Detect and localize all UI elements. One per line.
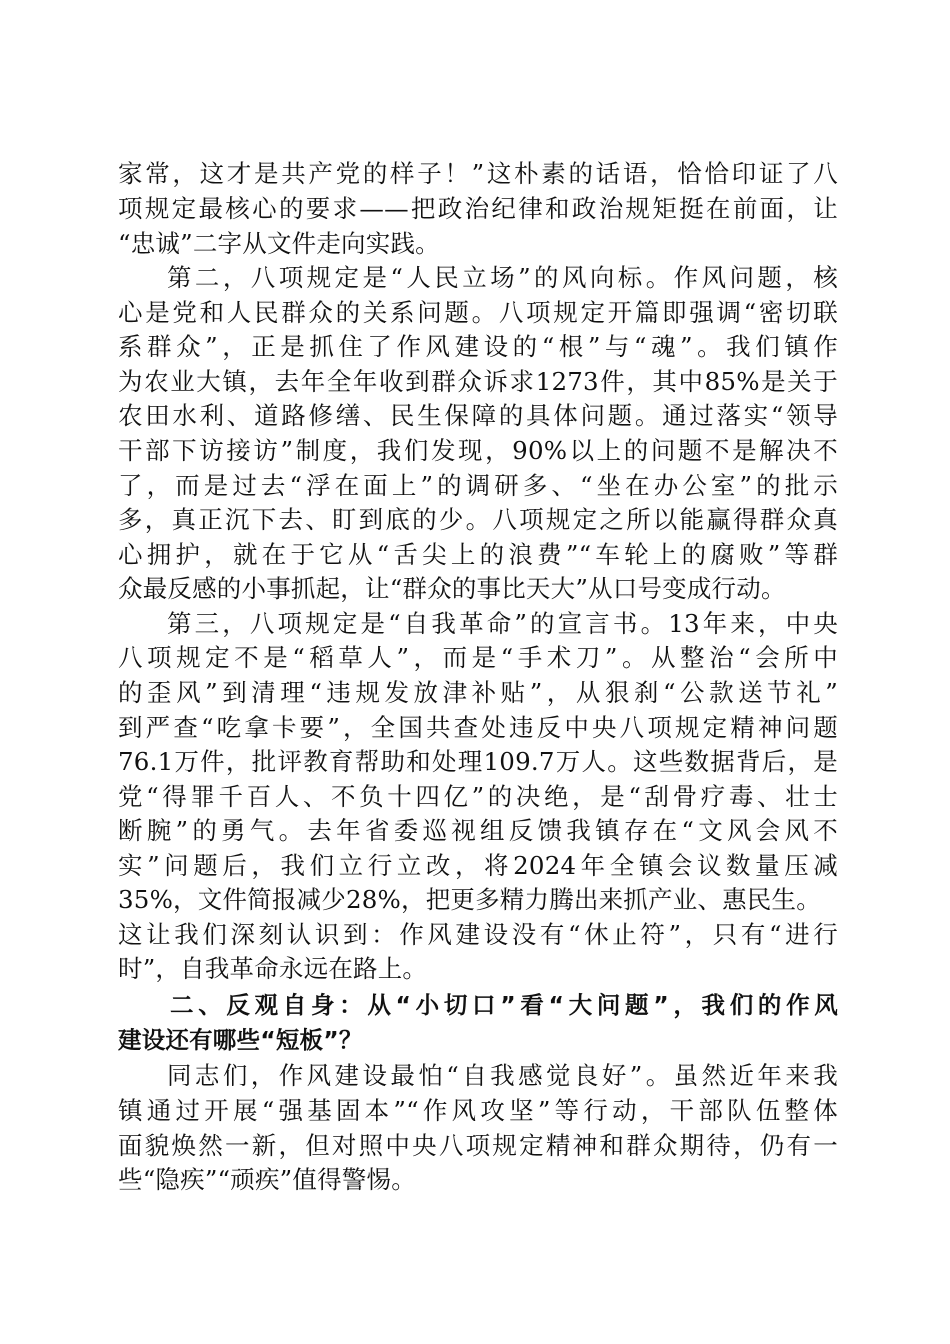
paragraph-line: 断腕”的勇气。去年省委巡视组反馈我镇存在“文风会风不	[118, 816, 838, 845]
paragraph-line: 同志们，作风建设最怕“自我感觉良好”。虽然近年来我	[167, 1061, 838, 1090]
paragraph-line: 些“隐疾”“顽疾”值得警惕。	[118, 1165, 416, 1194]
paragraph-line: 党“得罪千百人、不负十四亿”的决绝，是“刮骨疗毒、壮士	[118, 782, 838, 811]
paragraph-line: 心拥护，就在于它从“舌尖上的浪费”“车轮上的腐败”等群	[118, 540, 838, 569]
paragraph-line: 到严查“吃拿卡要”，全国共查处违反中央八项规定精神问题	[118, 713, 838, 742]
paragraph-line: 多，真正沉下去、盯到底的少。八项规定之所以能赢得群众真	[118, 505, 838, 534]
paragraph-line: 镇通过开展“强基固本”“作风攻坚”等行动，干部队伍整体	[118, 1096, 838, 1125]
paragraph-line: 76.1万件，批评教育帮助和处理109.7万人。这些数据背后，是	[118, 747, 838, 776]
paragraph-line: 面貌焕然一新，但对照中央八项规定精神和群众期待，仍有一	[118, 1131, 838, 1160]
paragraph-line: 35%，文件简报减少28%，把更多精力腾出来抓产业、惠民生。	[118, 885, 821, 914]
paragraph-line: 众最反感的小事抓起，让“群众的事比天大”从口号变成行动。	[118, 574, 786, 603]
paragraph-line: 第二，八项规定是“人民立场”的风向标。作风问题，核	[167, 263, 838, 292]
paragraph-line: “忠诚”二字从文件走向实践。	[118, 229, 440, 258]
paragraph-line: 农田水利、道路修缮、民生保障的具体问题。通过落实“领导	[118, 401, 838, 430]
paragraph-line: 第三，八项规定是“自我革命”的宣言书。13年来，中央	[167, 609, 838, 638]
paragraph-line: 了，而是过去“浮在面上”的调研多、“坐在办公室”的批示	[118, 471, 838, 500]
paragraph-line: 系群众”，正是抓住了作风建设的“根”与“魂”。我们镇作	[118, 332, 838, 361]
paragraph-line: 家常，这才是共产党的样子！”这朴素的话语，恰恰印证了八	[118, 159, 838, 188]
paragraph-line: 这让我们深刻认识到：作风建设没有“休止符”，只有“进行	[118, 920, 838, 949]
paragraph-line: 项规定最核心的要求——把政治纪律和政治规矩挺在前面，让	[118, 194, 838, 223]
paragraph-line: 为农业大镇，去年全年收到群众诉求1273件，其中85%是关于	[118, 367, 838, 396]
paragraph-line: 心是党和人民群众的关系问题。八项规定开篇即强调“密切联	[118, 298, 838, 327]
paragraph-line: 实”问题后，我们立行立改，将2024年全镇会议数量压减	[118, 851, 838, 880]
section-heading: 二、反观自身：从“小切口”看“大问题”，我们的作风	[170, 991, 838, 1019]
paragraph-line: 的歪风”到清理“违规发放津补贴”，从狠刹“公款送节礼”	[118, 678, 838, 707]
paragraph-line: 八项规定不是“稻草人”，而是“手术刀”。从整治“会所中	[118, 643, 838, 672]
paragraph-line: 时”，自我革命永远在路上。	[118, 954, 428, 983]
section-heading: 建设还有哪些“短板”？	[118, 1026, 363, 1054]
paragraph-line: 干部下访接访”制度，我们发现，90%以上的问题不是解决不	[118, 436, 838, 465]
